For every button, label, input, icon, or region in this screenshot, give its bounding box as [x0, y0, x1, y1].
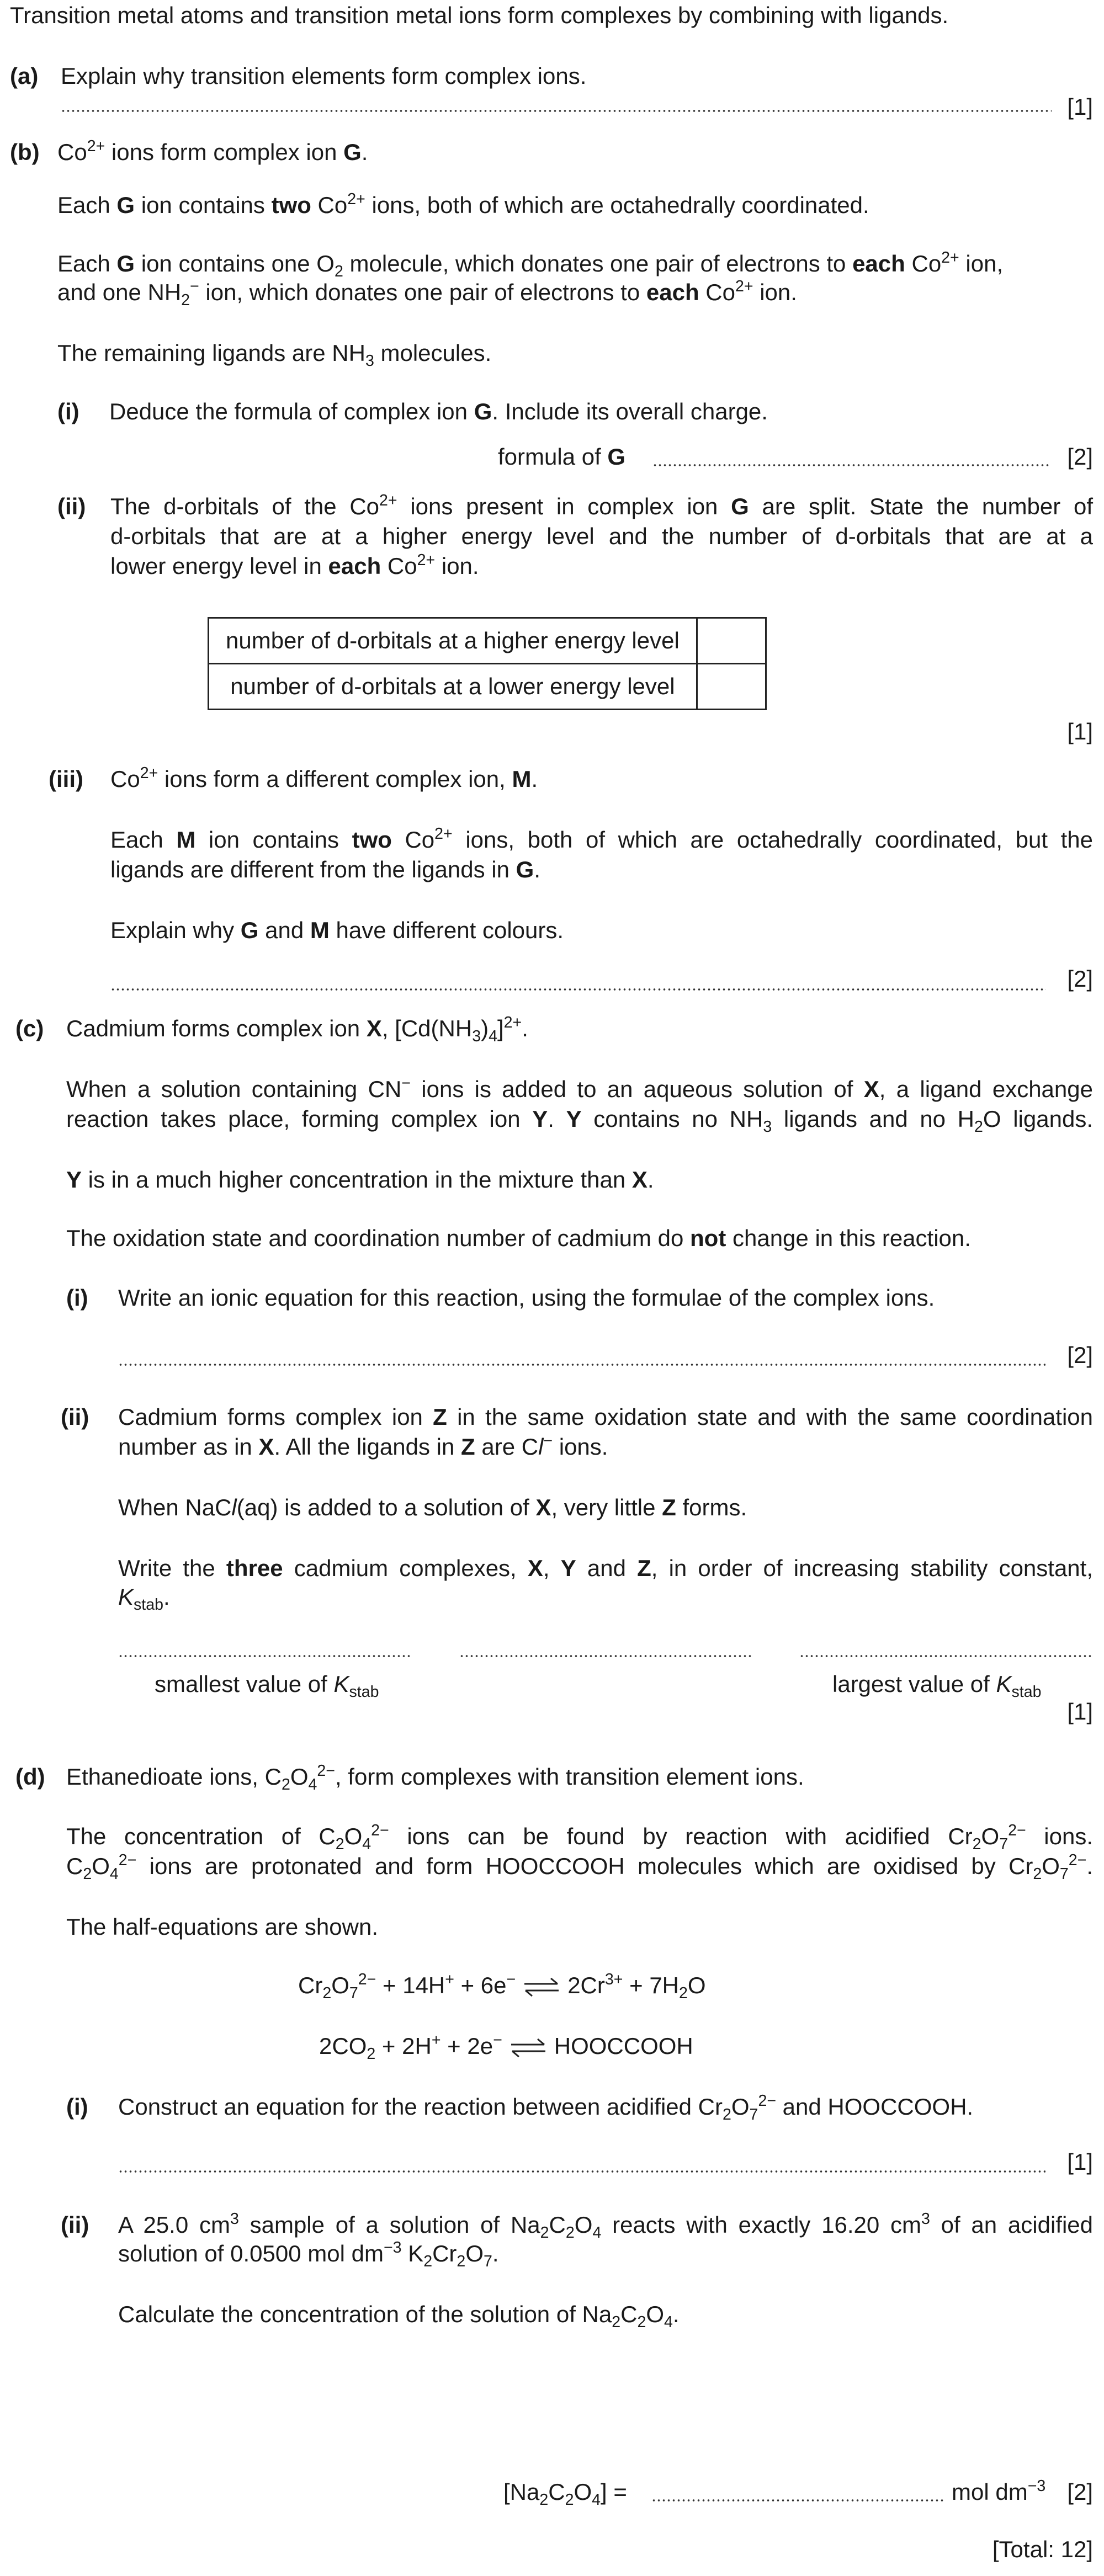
intro-text: Transition metal atoms and transition metal ions form complexes by combining with ligands. [10, 2, 949, 28]
part-c-i-question: Write an ionic equation for this reaction, using the formulae of the complex ions. [118, 1285, 935, 1311]
part-d-i-answer-line[interactable] [118, 2170, 1045, 2173]
part-a-label: (a) [10, 63, 39, 89]
part-d-ii-line-3: Calculate the concentration of the solution of $Na_2C_2O_4$. [118, 2301, 680, 2332]
smallest-kstab-caption: smallest value of $K_{stab}$ [155, 1671, 379, 1701]
part-c-ii-line-4: Write the three cadmium complexes, X, Y and Z, in order of increasing stability constant, [118, 1555, 1094, 1581]
part-d-i-marks: [1] [1067, 2149, 1093, 2175]
part-d-para-1a: The concentration of $C_2O_4^{2-}$ ions can be found by reaction with acidified $Cr_2O_7^{2-}$ ions. [66, 1822, 1093, 1854]
part-b-ii-marks: [1] [1067, 718, 1093, 744]
part-c-i-answer-line[interactable] [118, 1363, 1045, 1366]
concentration-answer-label: $[Na_2C_2O_4]$ = [503, 2479, 627, 2509]
part-c-i-marks: [2] [1067, 1342, 1093, 1368]
part-d-ii-marks: [2] [1067, 2479, 1093, 2505]
higher-energy-answer-cell[interactable] [697, 618, 766, 664]
order-answer-2[interactable] [459, 1654, 752, 1658]
concentration-unit: mol $dm^{-3}$ [952, 2477, 1046, 2505]
part-c-ii-line-5: $K_{stab}$. [118, 1584, 170, 1614]
higher-energy-label: number of d-orbitals at a higher energy level [209, 618, 697, 664]
largest-kstab-caption: largest value of $K_{stab}$ [832, 1671, 1042, 1701]
part-b-para-2b: and one $NH_2^-$ ion, which donates one pair of electrons to each $Co^{2+}$ ion. [57, 278, 797, 310]
part-d-para-2: The half-equations are shown. [66, 1914, 379, 1940]
part-c-ii-line-2: number as in X. All the ligands in Z are Cl− ions. [118, 1432, 608, 1460]
part-d-ii-label: (ii) [61, 2212, 89, 2238]
part-b-i-answer-label: formula of G [498, 444, 626, 470]
part-b-i-answer-line[interactable] [652, 464, 1050, 467]
equilibrium-arrow-icon [510, 2037, 546, 2059]
part-b-iii-para-1b: ligands are different from the ligands in G. [110, 856, 540, 882]
part-b-para-1: Each G ion contains two $Co^{2+}$ ions, both of which are octahedrally coordinated. [57, 190, 869, 218]
lower-energy-answer-cell[interactable] [697, 664, 766, 710]
part-d-ii-line-1: A 25.0 $cm^3$ sample of a solution of $Na_2C_2O_4$ reacts with exactly 16.20 $cm^3$ of an acidified [118, 2210, 1094, 2242]
part-b-para-2a: Each G ion contains one $O_2$ molecule, which donates one pair of electrons to each $Co^{2+}$ ion, [57, 249, 1004, 281]
part-c-ii-marks: [1] [1067, 1699, 1093, 1725]
part-b-label: (b) [10, 139, 40, 165]
equilibrium-arrow-icon [523, 1976, 560, 1998]
part-b-ii-line-2: d-orbitals that are at a higher energy level and the number of d-orbitals that are at a [110, 523, 1093, 549]
part-d-para-1b: $C_2O_4^{2-}$ ions are protonated and form HOOCCOOH molecules which are oxidised by $Cr_2O_7^{2-}$. [66, 1851, 1093, 1883]
part-d-i-question: Construct an equation for the reaction between acidified $Cr_2O_7^{2-}$ and HOOCCOOH. [118, 2092, 974, 2124]
part-d-label: (d) [15, 1764, 45, 1790]
part-b-ii-label: (ii) [57, 493, 86, 519]
part-b-i-question: Deduce the formula of complex ion G. Include its overall charge. [109, 398, 768, 424]
part-b-iii-label: (iii) [49, 766, 83, 792]
part-d-i-label: (i) [66, 2094, 88, 2120]
half-equation-2: $2CO_2 + 2H^+ + 2e^-$ HOOCCOOH [319, 2031, 693, 2063]
part-a-answer-line[interactable] [61, 109, 1052, 113]
part-c-para-3: The oxidation state and coordination number of cadmium do not change in this reaction. [66, 1225, 971, 1251]
part-c-para-1a: When a solution containing CN− ions is added to an aqueous solution of X, a ligand exchange [66, 1074, 1093, 1102]
half-equation-1: $Cr_2O_7^{2-} + 14H^+ + 6e^-$ $2Cr^{3+} + 7H_2O$ [298, 1971, 706, 2003]
part-b-iii-marks: [2] [1067, 966, 1093, 992]
orbital-energy-table [208, 617, 767, 710]
part-b-ii-line-1: The d-orbitals of the $Co^{2+}$ ions present in complex ion G are split. State the number of [110, 492, 1093, 519]
part-b-i-label: (i) [57, 398, 79, 424]
part-a-question: Explain why transition elements form complex ions. [61, 63, 587, 89]
part-c-ii-line-3: When NaCl(aq) is added to a solution of X, very little Z forms. [118, 1494, 747, 1520]
lower-energy-label: number of d-orbitals at a lower energy level [209, 664, 697, 710]
order-answer-3[interactable] [799, 1654, 1092, 1658]
table-row [209, 664, 766, 710]
part-c-label: (c) [15, 1015, 44, 1041]
order-answer-1[interactable] [118, 1654, 411, 1658]
part-b-i-marks: [2] [1067, 444, 1093, 470]
part-d-stem: Ethanedioate ions, $C_2O_4^{2-}$, form complexes with transition element ions. [66, 1762, 804, 1794]
part-c-i-label: (i) [66, 1285, 88, 1311]
part-b-ii-line-3: lower energy level in each $Co^{2+}$ ion. [110, 551, 479, 579]
table-row [209, 618, 766, 664]
part-c-para-1b: reaction takes place, forming complex ion Y. Y contains no $NH_3$ ligands and no $H_2O$ ligands. [66, 1106, 1093, 1136]
part-b-iii-para-1a: Each M ion contains two $Co^{2+}$ ions, both of which are octahedrally coordinated, but the [110, 825, 1093, 853]
part-c-stem: Cadmium forms complex ion X, $[Cd(NH_3)_4]^{2+}$. [66, 1014, 528, 1046]
part-b-para-3: The remaining ligands are $NH_3$ molecules. [57, 340, 492, 370]
part-d-ii-line-2: solution of 0.0500 mol $dm^{-3}$ $K_2Cr_2O_7$. [118, 2239, 499, 2271]
part-c-para-2: Y is in a much higher concentration in the mixture than X. [66, 1167, 654, 1193]
part-b-stem: $Co^{2+}$ ions form complex ion G. [57, 137, 368, 165]
concentration-answer-line[interactable] [651, 2499, 944, 2502]
part-b-iii-stem: $Co^{2+}$ ions form a different complex ion, M. [110, 764, 538, 792]
part-c-ii-line-1: Cadmium forms complex ion Z in the same oxidation state and with the same coordination [118, 1404, 1094, 1430]
part-c-ii-label: (ii) [61, 1404, 89, 1430]
total-marks: [Total: 12] [992, 2536, 1093, 2562]
part-b-iii-para-2: Explain why G and M have different colours. [110, 917, 564, 943]
part-a-marks: [1] [1067, 94, 1093, 120]
part-b-iii-answer-line[interactable] [110, 988, 1046, 991]
